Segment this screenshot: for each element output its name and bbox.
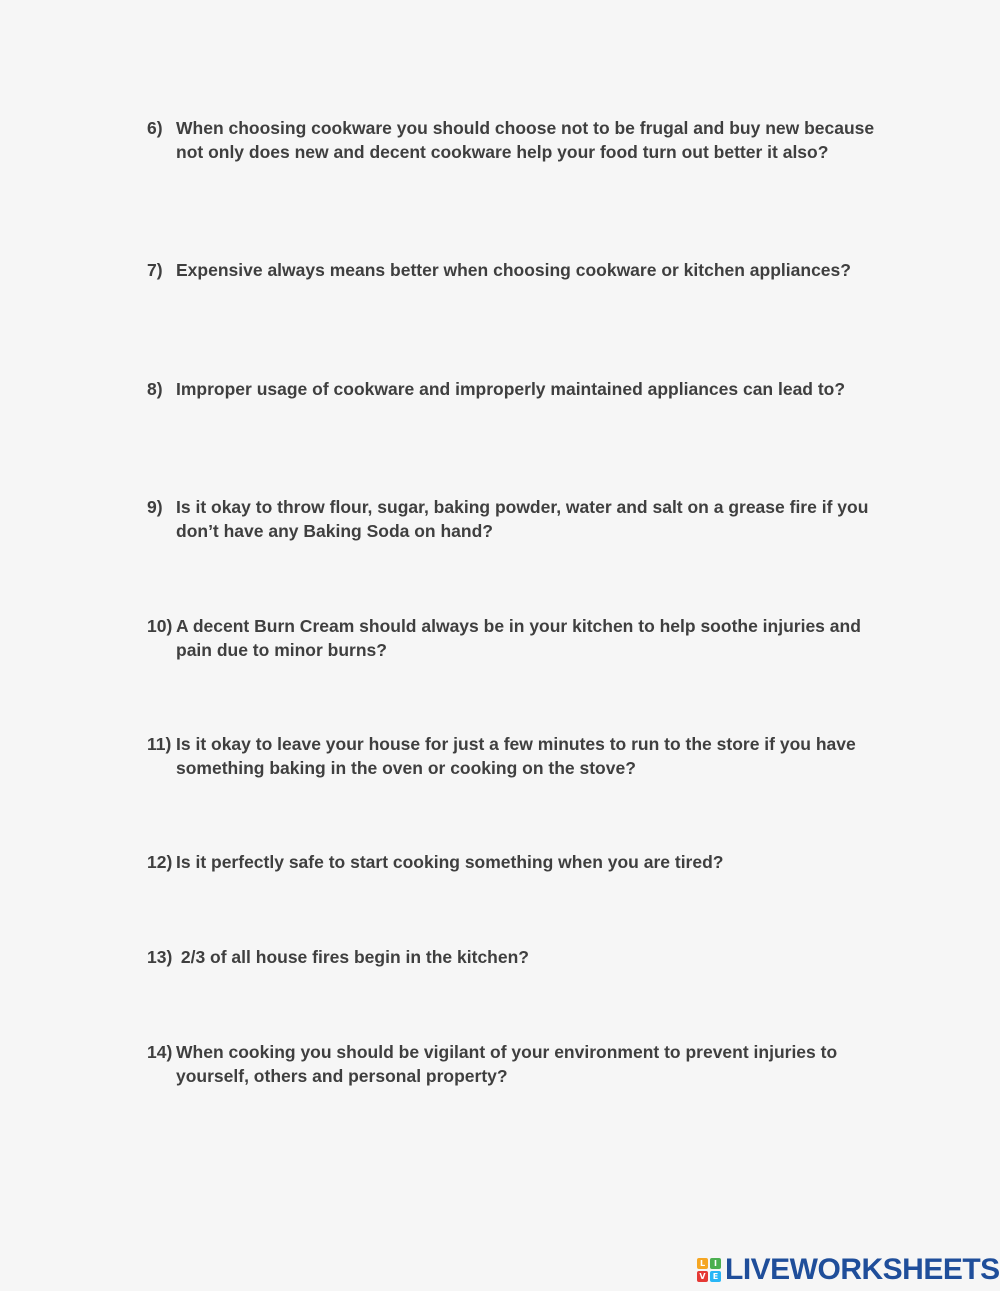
- question-number: 12): [147, 852, 173, 872]
- logo-mark-cell: V: [697, 1271, 708, 1282]
- question-number: 10): [147, 616, 173, 636]
- question-10: [147, 614, 887, 662]
- question-text: 2/3 of all house fires begin in the kitchen?: [176, 947, 529, 967]
- question-text: When choosing cookware you should choose not to be frugal and buy new because not only does new and decent cookware help your food turn out better it also?: [176, 118, 875, 162]
- logo-text: LIVEWORKSHEETS: [725, 1253, 1000, 1286]
- liveworksheets-logo[interactable]: [697, 1253, 1000, 1286]
- question-text: Is it okay to throw flour, sugar, baking powder, water and salt on a grease fire if you don’t have any Baking Soda on hand?: [176, 497, 869, 541]
- question-9: [147, 495, 887, 543]
- liveworksheets-logo-mark-icon: [697, 1258, 721, 1282]
- question-14: [147, 1040, 887, 1088]
- question-number: 6): [147, 118, 163, 138]
- question-text: Improper usage of cookware and improperly maintained appliances can lead to?: [176, 379, 846, 399]
- question-text: Expensive always means better when choosing cookware or kitchen appliances?: [176, 260, 851, 280]
- question-number: 13): [147, 947, 173, 967]
- question-12: [147, 850, 887, 874]
- logo-mark-cell: L: [697, 1258, 708, 1269]
- question-number: 14): [147, 1042, 173, 1062]
- question-text: A decent Burn Cream should always be in your kitchen to help soothe injuries and pain due to minor burns?: [176, 616, 861, 660]
- question-number: 11): [147, 734, 172, 754]
- question-6: [147, 116, 887, 164]
- logo-mark-cell: I: [710, 1258, 721, 1269]
- question-7: [147, 258, 887, 282]
- question-text: Is it perfectly safe to start cooking something when you are tired?: [176, 852, 724, 872]
- question-number: 7): [147, 260, 163, 280]
- question-number: 9): [147, 497, 163, 517]
- question-text: Is it okay to leave your house for just a few minutes to run to the store if you have something baking in the oven or cooking on the stove?: [176, 734, 856, 778]
- question-8: [147, 377, 887, 401]
- question-number: 8): [147, 379, 163, 399]
- question-text: When cooking you should be vigilant of your environment to prevent injuries to yourself, others and personal property?: [176, 1042, 838, 1086]
- question-13: [147, 945, 887, 969]
- logo-mark-cell: E: [710, 1271, 721, 1282]
- question-11: [147, 732, 887, 780]
